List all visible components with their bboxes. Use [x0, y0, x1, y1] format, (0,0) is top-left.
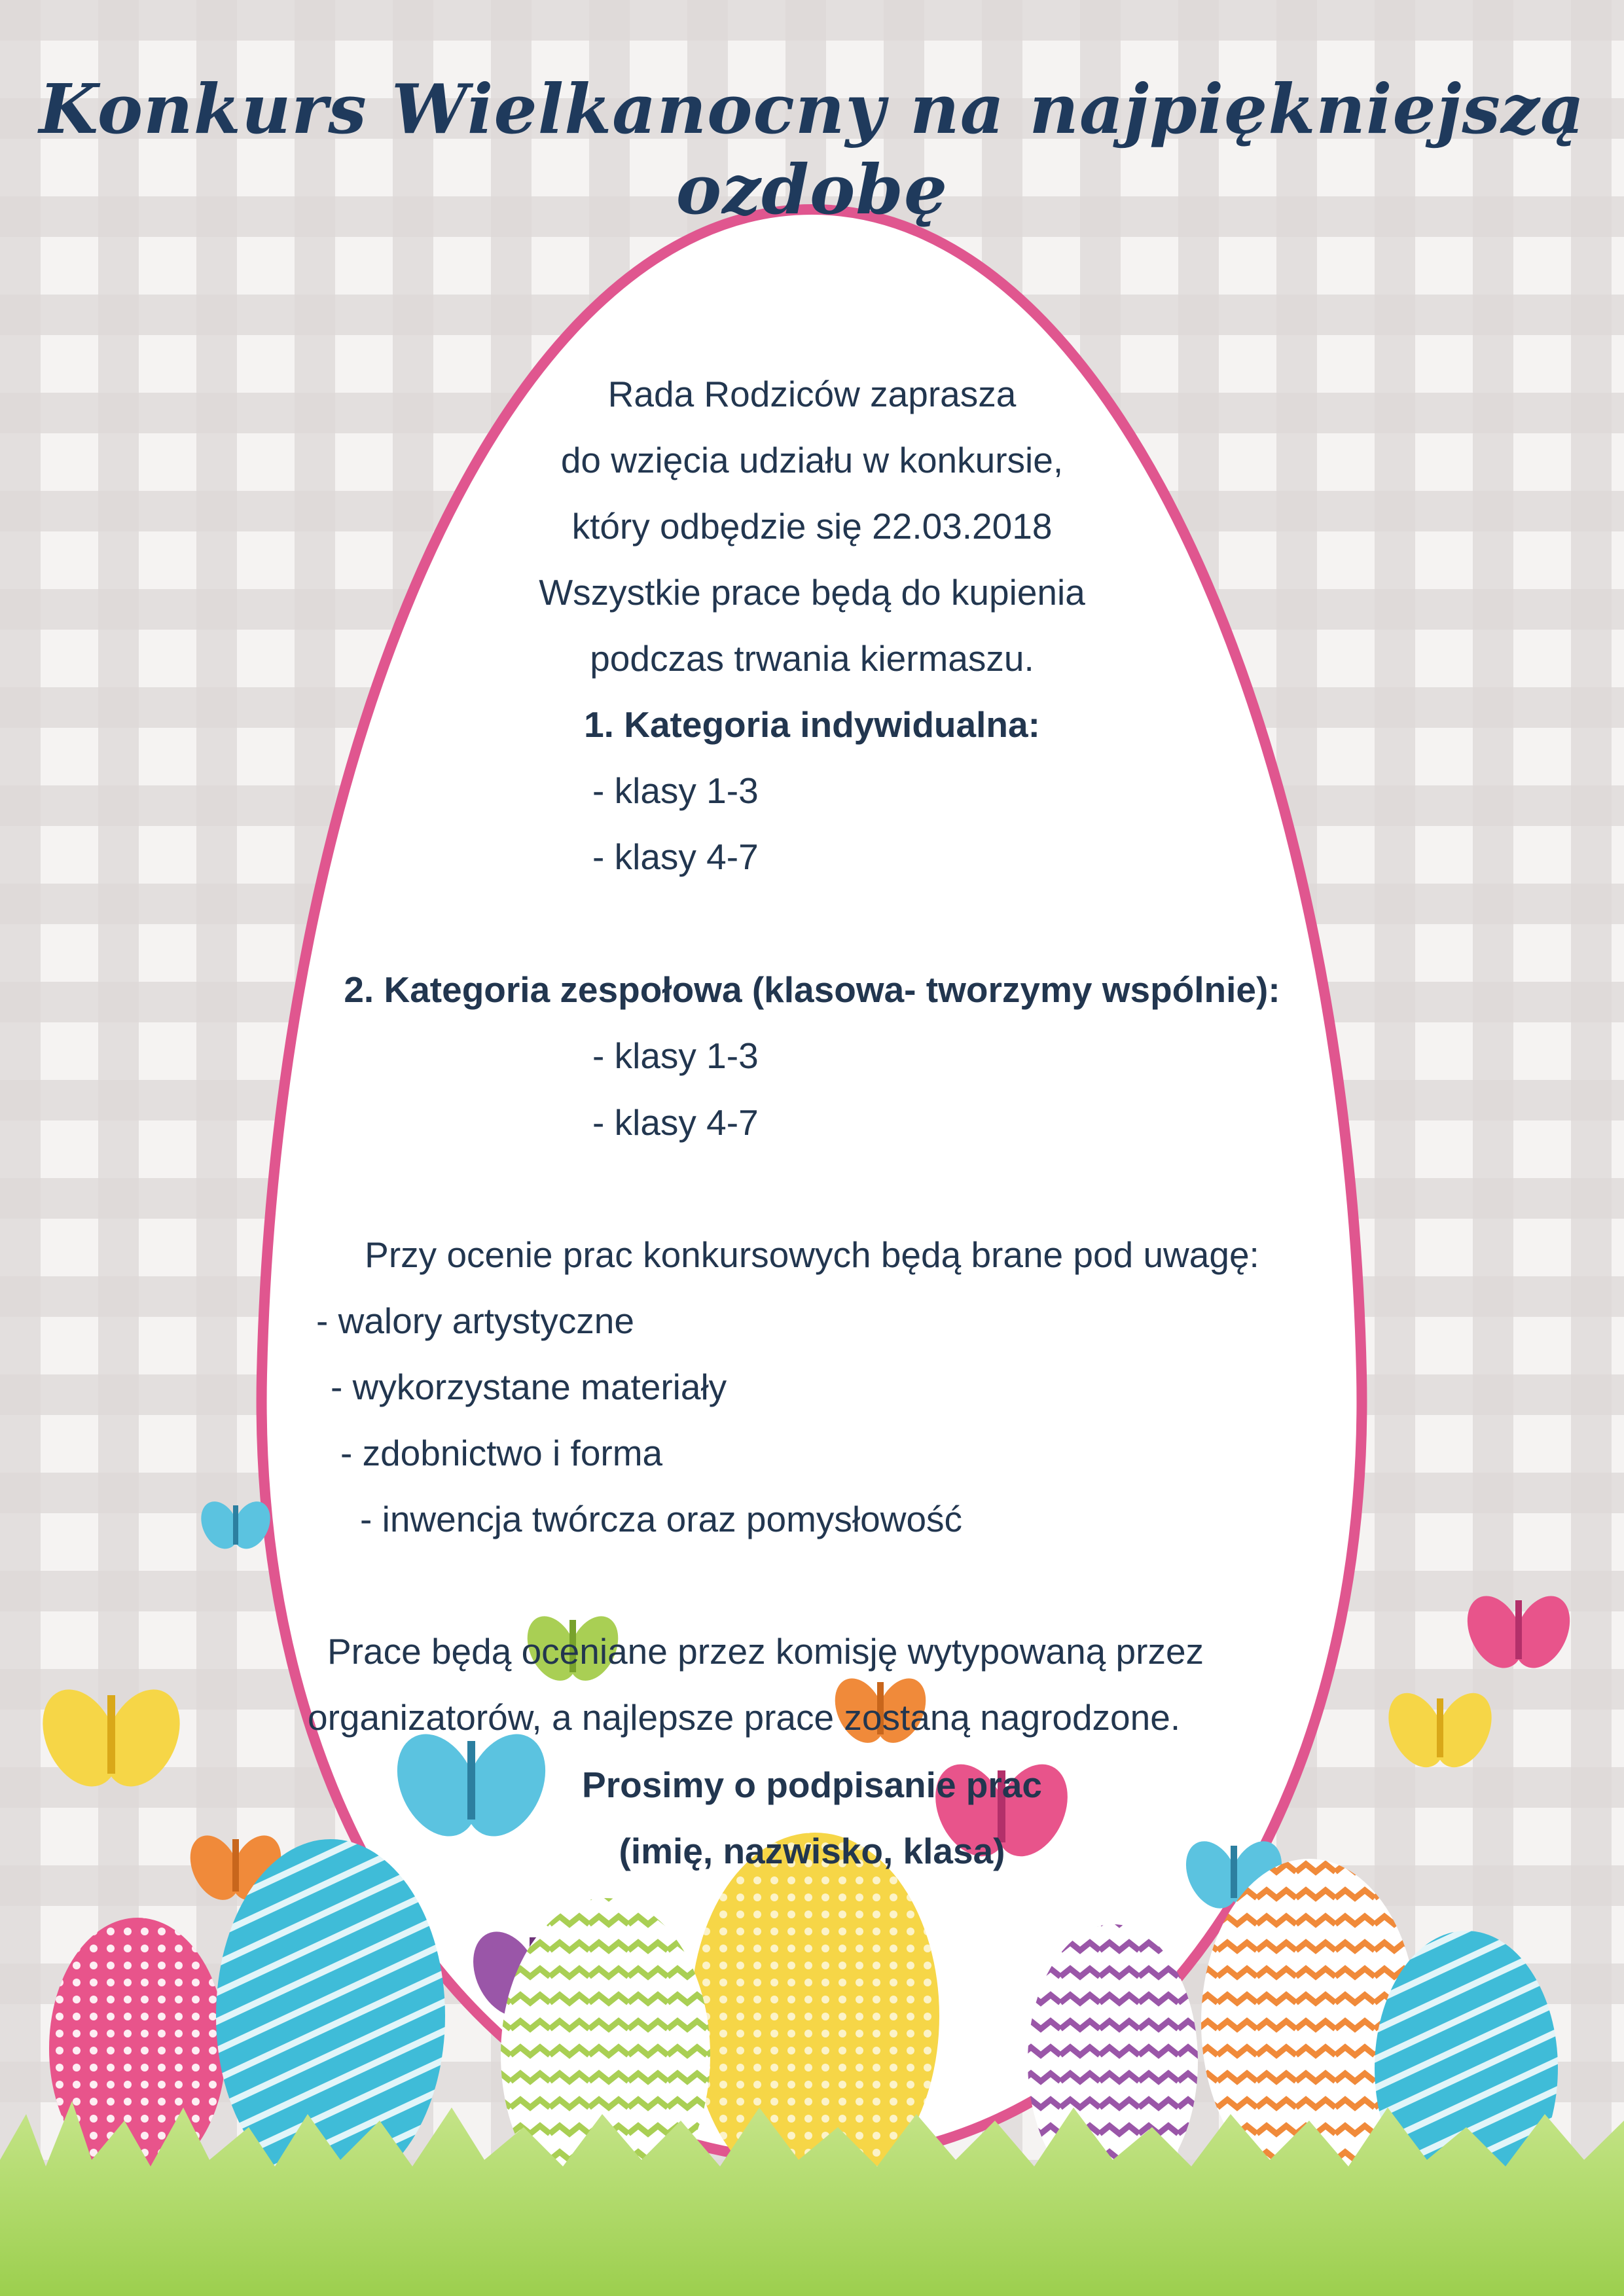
invitation-line: podczas trwania kiermaszu. [590, 638, 1034, 679]
request-line: Prosimy o podpisanie prac [582, 1765, 1042, 1805]
category-class-item: - klasy 4-7 [592, 1102, 759, 1143]
criteria-item: - zdobnictwo i forma [340, 1433, 663, 1473]
criteria-item: - inwencja twórcza oraz pomysłowość [360, 1499, 963, 1539]
criteria-item: - wykorzystane materiały [331, 1367, 727, 1407]
criteria-item: - walory artystyczne [316, 1300, 634, 1341]
invitation-line: Rada Rodziców zaprasza [607, 374, 1017, 414]
criteria-intro: Przy ocenie prac konkursowych będą brane pod uwagę: [365, 1234, 1259, 1275]
invitation-line: Wszystkie prace będą do kupienia [539, 572, 1085, 613]
page-title: Konkurs Wielkanocny na najpiękniejszą ozdobę [39, 69, 1585, 230]
category-heading: 2. Kategoria zespołowa (klasowa- tworzymy wspólnie): [344, 969, 1280, 1010]
category-heading: 1. Kategoria indywidualna: [584, 704, 1040, 745]
request-line: (imię, nazwisko, klasa) [619, 1831, 1005, 1871]
judging-line: organizatorów, a najlepsze prace zostaną nagrodzone. [308, 1697, 1181, 1738]
category-class-item: - klasy 1-3 [592, 770, 759, 811]
category-class-item: - klasy 1-3 [592, 1035, 759, 1076]
invitation-line: do wzięcia udziału w konkursie, [560, 440, 1064, 480]
invitation-line: który odbędzie się 22.03.2018 [571, 506, 1053, 547]
judging-line: Prace będą oceniane przez komisję wytypowaną przez [327, 1631, 1204, 1672]
category-class-item: - klasy 4-7 [592, 836, 759, 877]
